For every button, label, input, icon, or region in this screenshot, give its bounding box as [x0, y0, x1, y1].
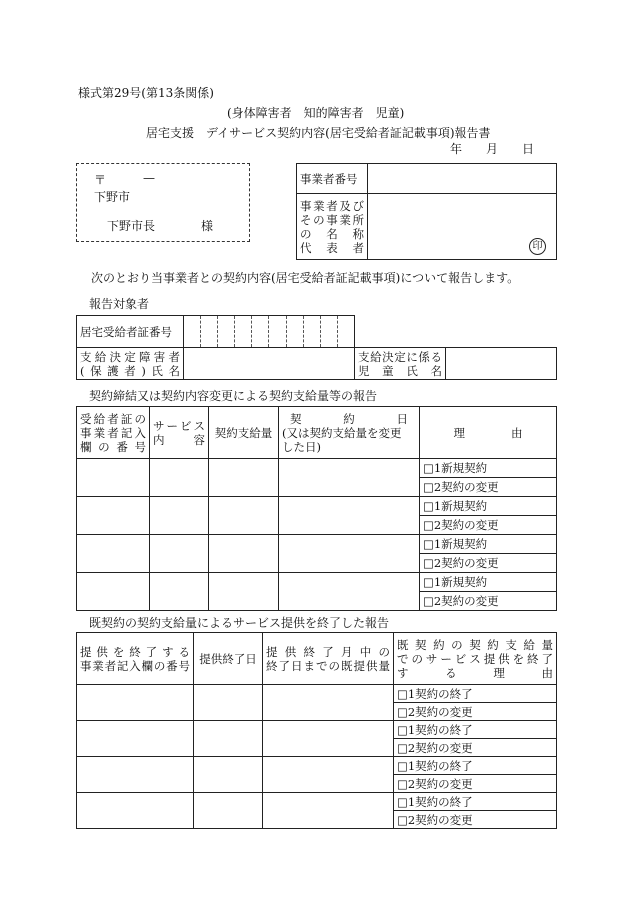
sama: 様 [201, 219, 214, 233]
s1-col1-header: 受給者証の 事業者記入 欄の番号 [77, 407, 150, 459]
city: 下野市 [94, 190, 131, 204]
postal-mark: 〒 [94, 173, 107, 187]
address-box [76, 163, 250, 242]
table-row[interactable] [77, 497, 150, 535]
decided-label: 支給決定障害者 (保護者)氏名 [77, 348, 184, 380]
table-row[interactable] [77, 459, 150, 497]
option-contract-end[interactable]: □1契約の終了 [394, 685, 557, 703]
cert-number-field[interactable] [184, 316, 355, 348]
s1-col5-header: 理 由 [420, 407, 557, 459]
option-new-contract[interactable]: □1新規契約 [420, 535, 557, 554]
provider-number-field[interactable] [368, 164, 557, 194]
cert-label: 居宅受給者証番号 [77, 316, 184, 348]
date-month: 月 [486, 142, 499, 156]
date-day: 日 [522, 142, 535, 156]
provider-number-label: 事業者番号 [297, 164, 368, 194]
child-name-field[interactable] [446, 348, 557, 380]
option-contract-change[interactable]: □2契約の変更 [394, 739, 557, 757]
option-contract-change[interactable]: □2契約の変更 [420, 516, 557, 535]
categories: (身体障害者 知的障害者 児童) [227, 106, 405, 120]
s2-col3-header: 提供終了月中の 終了日までの既提供量 [263, 633, 394, 685]
s1-col3-header: 契約支給量 [209, 407, 279, 459]
termination-table [76, 632, 557, 829]
table-row[interactable] [77, 721, 194, 757]
option-contract-change[interactable]: □2契約の変更 [420, 592, 557, 611]
provider-table [296, 163, 557, 260]
provider-name-field[interactable] [368, 194, 557, 260]
option-contract-end[interactable]: □1契約の終了 [394, 721, 557, 739]
option-contract-change[interactable]: □2契約の変更 [420, 554, 557, 573]
s1-col4-header: 契 約 日 (又は契約支給量を変更 した日) [279, 407, 420, 459]
decided-name-field[interactable] [184, 348, 355, 380]
table-row[interactable] [77, 685, 194, 721]
option-new-contract[interactable]: □1新規契約 [420, 497, 557, 516]
form-number: 様式第29号(第13条関係) [78, 86, 214, 100]
table-row[interactable] [77, 793, 194, 829]
seal-icon: 印 [529, 238, 546, 255]
option-contract-change[interactable]: □2契約の変更 [420, 478, 557, 497]
option-contract-end[interactable]: □1契約の終了 [394, 793, 557, 811]
option-contract-change[interactable]: □2契約の変更 [394, 703, 557, 721]
s1-col2-header: サービス 内 容 [150, 407, 209, 459]
section2-heading: 既契約の契約支給量によるサービス提供を終了した報告 [89, 616, 390, 630]
target-heading: 報告対象者 [89, 297, 150, 311]
target-table [76, 315, 557, 380]
s2-col4-header: 既契約の契約支給量 でのサービス提供を終了 す る 理 由 [394, 633, 557, 685]
provider-name-label: 事業者及び その事業所 の 名 称 代 表 者 [297, 194, 368, 260]
table-row[interactable] [77, 573, 150, 611]
page-title: 居宅支援 デイサービス契約内容(居宅受給者証記載事項)報告書 [146, 126, 491, 140]
table-row[interactable] [77, 757, 194, 793]
intro-text: 次のとおり当事業者との契約内容(居宅受給者証記載事項)について報告します。 [91, 271, 520, 285]
contract-table [76, 406, 557, 611]
option-contract-change[interactable]: □2契約の変更 [394, 775, 557, 793]
option-new-contract[interactable]: □1新規契約 [420, 459, 557, 478]
option-new-contract[interactable]: □1新規契約 [420, 573, 557, 592]
date-year: 年 [450, 142, 463, 156]
section1-heading: 契約締結又は契約内容変更による契約支給量等の報告 [89, 389, 378, 403]
s2-col1-header: 提供を終了する 事業者記入欄の番号 [77, 633, 194, 685]
option-contract-change[interactable]: □2契約の変更 [394, 811, 557, 829]
s2-col2-header: 提供終了日 [194, 633, 263, 685]
table-row[interactable] [77, 535, 150, 573]
child-label: 支給決定に係る 児 童 氏 名 [355, 348, 446, 380]
option-contract-end[interactable]: □1契約の終了 [394, 757, 557, 775]
blank-cell [355, 316, 557, 348]
postal-dash: — [143, 171, 155, 185]
mayor: 下野市長 [107, 219, 156, 233]
